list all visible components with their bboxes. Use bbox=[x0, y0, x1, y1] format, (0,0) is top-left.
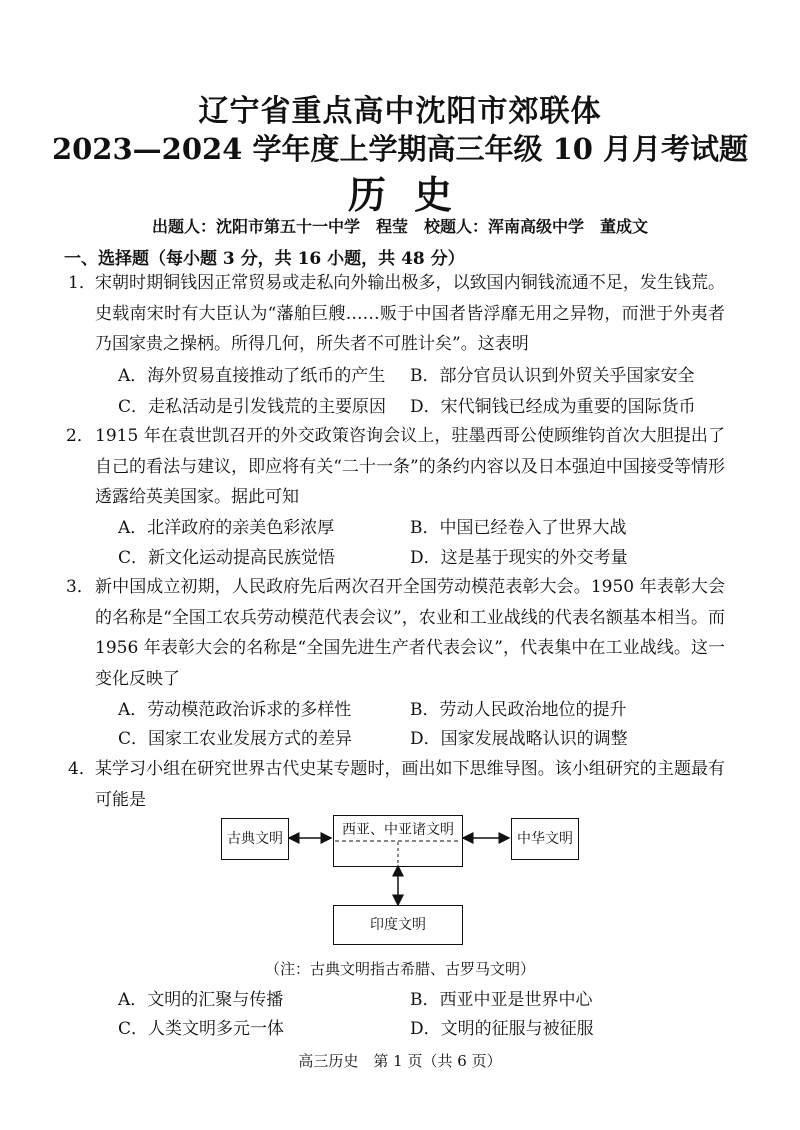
option-d[interactable]: D．国家发展战略认识的调整 bbox=[410, 729, 628, 749]
question-number: 4． bbox=[68, 759, 96, 779]
indian-civilization-box: 印度文明 bbox=[333, 905, 463, 945]
question-stem: 宋朝时期铜钱因正常贸易或走私向外输出极多，以致国内铜钱流通不足，发生钱荒。史载南宋时有大臣认为“藩舶巨艘……贩于中国者皆浮靡无用之异物，而泄于外夷者乃国家贵之操柄。所得几何，所失者不可胜计矣”。这表明 bbox=[95, 273, 725, 354]
option-b[interactable]: B．劳动人民政治地位的提升 bbox=[410, 700, 627, 720]
option-b[interactable]: B．西亚中亚是世界中心 bbox=[410, 990, 593, 1010]
question-stem: 1915 年在袁世凯召开的外交政策咨询会议上，驻墨西哥公使顾维钧首次大胆提出了自己的看法与建议，即应将有关“二十一条”的条约内容以及日本强迫中国接受等情形透露给英美国家。据此可知 bbox=[95, 426, 725, 507]
question-number: 2． bbox=[66, 426, 94, 446]
option-c[interactable]: C．人类文明多元一体 bbox=[118, 1019, 285, 1039]
option-a[interactable]: A．北洋政府的亲美色彩浓厚 bbox=[118, 518, 335, 538]
question-number: 3． bbox=[66, 577, 94, 597]
question-stem: 新中国成立初期，人民政府先后两次召开全国劳动模范表彰大会。1950 年表彰大会的名称是“全国工农兵劳动模范代表会议”，农业和工业战线的代表名额基本相当。而 1956 年表彰大会的名称是“全国先进生产者代表会议”，代表集中在工业战线。这一变化反映了 bbox=[95, 577, 725, 689]
option-d[interactable]: D．这是基于现实的外交考量 bbox=[410, 548, 628, 568]
option-d[interactable]: D．宋代铜钱已经成为重要的国际货币 bbox=[410, 397, 696, 417]
option-d[interactable]: D．文明的征服与被征服 bbox=[410, 1019, 594, 1039]
exam-title-line1: 辽宁省重点高中沈阳市郊联体 bbox=[198, 94, 602, 129]
option-a[interactable]: A．劳动模范政治诉求的多样性 bbox=[118, 700, 352, 720]
option-a[interactable]: A．海外贸易直接推动了纸币的产生 bbox=[118, 366, 386, 386]
west-central-asia-box: 西亚、中亚诸文明 bbox=[333, 815, 463, 867]
subject-title: 历史 bbox=[347, 172, 480, 217]
question-number: 1． bbox=[68, 273, 96, 293]
option-b[interactable]: B．部分官员认识到外贸关乎国家安全 bbox=[410, 366, 695, 386]
authors-line: 出题人：沈阳市第五十一中学 程莹 校题人：浑南高级中学 董成文 bbox=[151, 217, 648, 236]
option-a[interactable]: A．文明的汇聚与传播 bbox=[118, 990, 284, 1010]
option-c[interactable]: C．国家工农业发展方式的差异 bbox=[118, 729, 353, 749]
exam-title-line2: 2023—2024 学年度上学期高三年级 10 月月考试题 bbox=[51, 132, 749, 166]
page-footer: 高三历史 第 1 页（共 6 页） bbox=[298, 1052, 502, 1070]
option-c[interactable]: C．新文化运动提高民族觉悟 bbox=[118, 548, 336, 568]
question-stem: 某学习小组在研究世界古代史某专题时，画出如下思维导图。该小组研究的主题最有可能是 bbox=[95, 759, 725, 810]
chinese-civilization-box: 中华文明 bbox=[511, 818, 579, 860]
option-b[interactable]: B．中国已经卷入了世界大战 bbox=[410, 518, 627, 538]
diagram-note: （注：古典文明指古希腊、古罗马文明） bbox=[264, 960, 535, 978]
option-c[interactable]: C．走私活动是引发钱荒的主要原因 bbox=[118, 397, 387, 417]
classical-civilization-box: 古典文明 bbox=[221, 818, 289, 860]
section-heading: 一、选择题（每小题 3 分，共 16 小题，共 48 分） bbox=[64, 249, 465, 269]
